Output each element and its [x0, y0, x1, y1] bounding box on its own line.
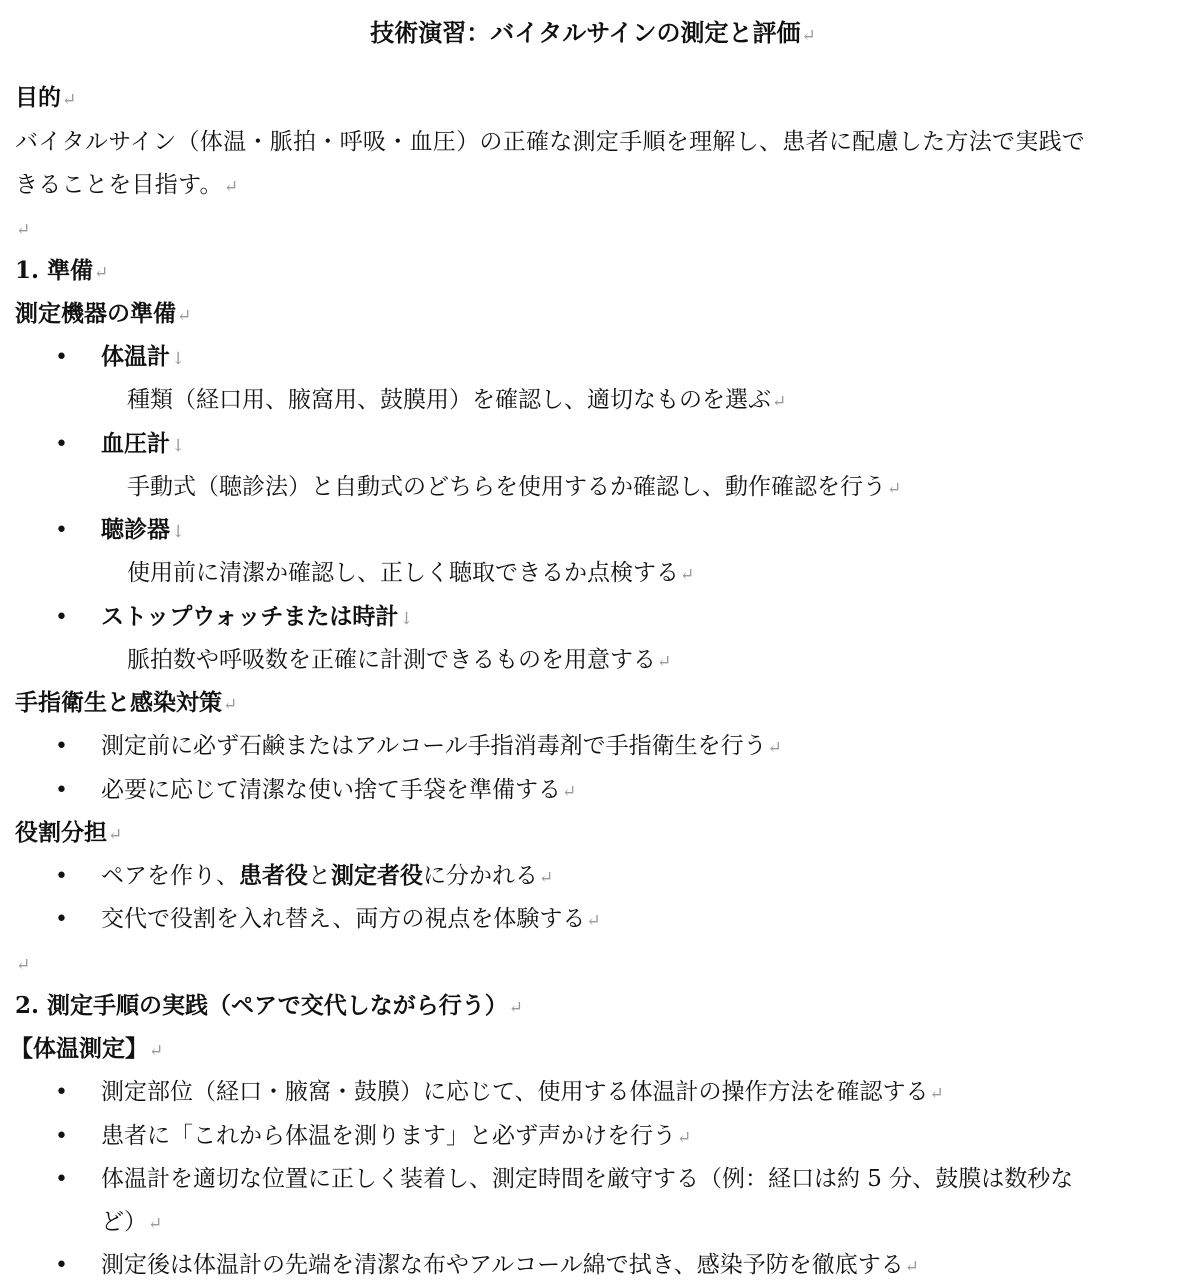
document-page: 技術演習：バイタルサインの測定と評価↵ 目的↵ バイタルサイン（体温・脈拍・呼吸・血圧）の正確な測定手順を理解し、患者に配慮した方法で実践で きることを目指す。↵ ↵ 1. 準備↵ 測定機器の準備↵ • 体温計↓ 種類（経口用、腋窩用、鼓膜用）を確認し、適切なものを選ぶ↵ • 血圧計↓ 手動式（聴診法）と自動式のどちらを使用するか確認し、動作確認を行う↵ • 聴診器↓ 使用前に清潔か確認し、正しく聴取できるか点検する↵ • ストップウォッチまたは時計↓ 脈拍数や呼吸数を正確に計測できるものを用意する↵ 手指衛生と感染対策↵ • 測定前に必ず石鹸またはアルコール手指消毒剤で手指衛生を行う↵ • 必要に応じて清潔な使い捨て手袋を準備する↵ 役割分担↵ • ペアを作り、患者役と測定者役に分かれる↵ • 交代で役割を入れ替え、両方の視点を体験する↵ ↵ 2. 測定手順の実践（ペアで交代しながら行う）↵ 【体温測定】↵ • 測定部位（経口・腋窩・鼓膜）に応じて、使用する体温計の操作方法を確認する↵ • 患者に「これから体温を測ります」と必ず声かけを行う↵ • 体温計を適切な位置に正しく装着し、測定時間を厳守する（例：経口は約 5 分、鼓膜は数秒な ど）↵ • 測定後は体温計の先端を清潔な布やアルコール綿で拭き、感染予防を徹底する↵ — [0, 0, 1186, 1287]
bullet — [55, 1077, 68, 1108]
empty-paragraph: ↵ — [16, 955, 31, 975]
equipment-heading: 測定機器の準備↵ — [15, 300, 192, 327]
bullet — [55, 602, 68, 633]
section2-heading: 2. 測定手順の実践（ペアで交代しながら行う）↵ — [15, 992, 523, 1019]
bullet — [55, 861, 68, 892]
section1-heading: 1. 準備↵ — [15, 257, 109, 284]
document-title: 技術演習：バイタルサインの測定と評価↵ — [370, 18, 816, 47]
purpose-text-line1: バイタルサイン（体温・脈拍・呼吸・血圧）の正確な測定手順を理解し、患者に配慮した方法で実践で — [15, 129, 1086, 155]
hygiene-heading: 手指衛生と感染対策↵ — [15, 689, 238, 716]
empty-paragraph: ↵ — [16, 220, 31, 240]
bullet — [55, 515, 68, 546]
roles-heading: 役割分担↵ — [15, 819, 123, 846]
bullet — [55, 1250, 68, 1281]
bullet — [55, 1164, 68, 1195]
bullet — [55, 904, 68, 935]
bullet — [55, 1121, 68, 1152]
bullet — [55, 342, 68, 373]
purpose-heading: 目的↵ — [15, 84, 77, 111]
purpose-text-line2: きることを目指す。↵ — [15, 172, 239, 198]
bullet — [55, 775, 68, 806]
bullet — [55, 429, 68, 460]
temp-heading: 【体温測定】↵ — [10, 1035, 164, 1062]
bullet — [55, 731, 68, 762]
